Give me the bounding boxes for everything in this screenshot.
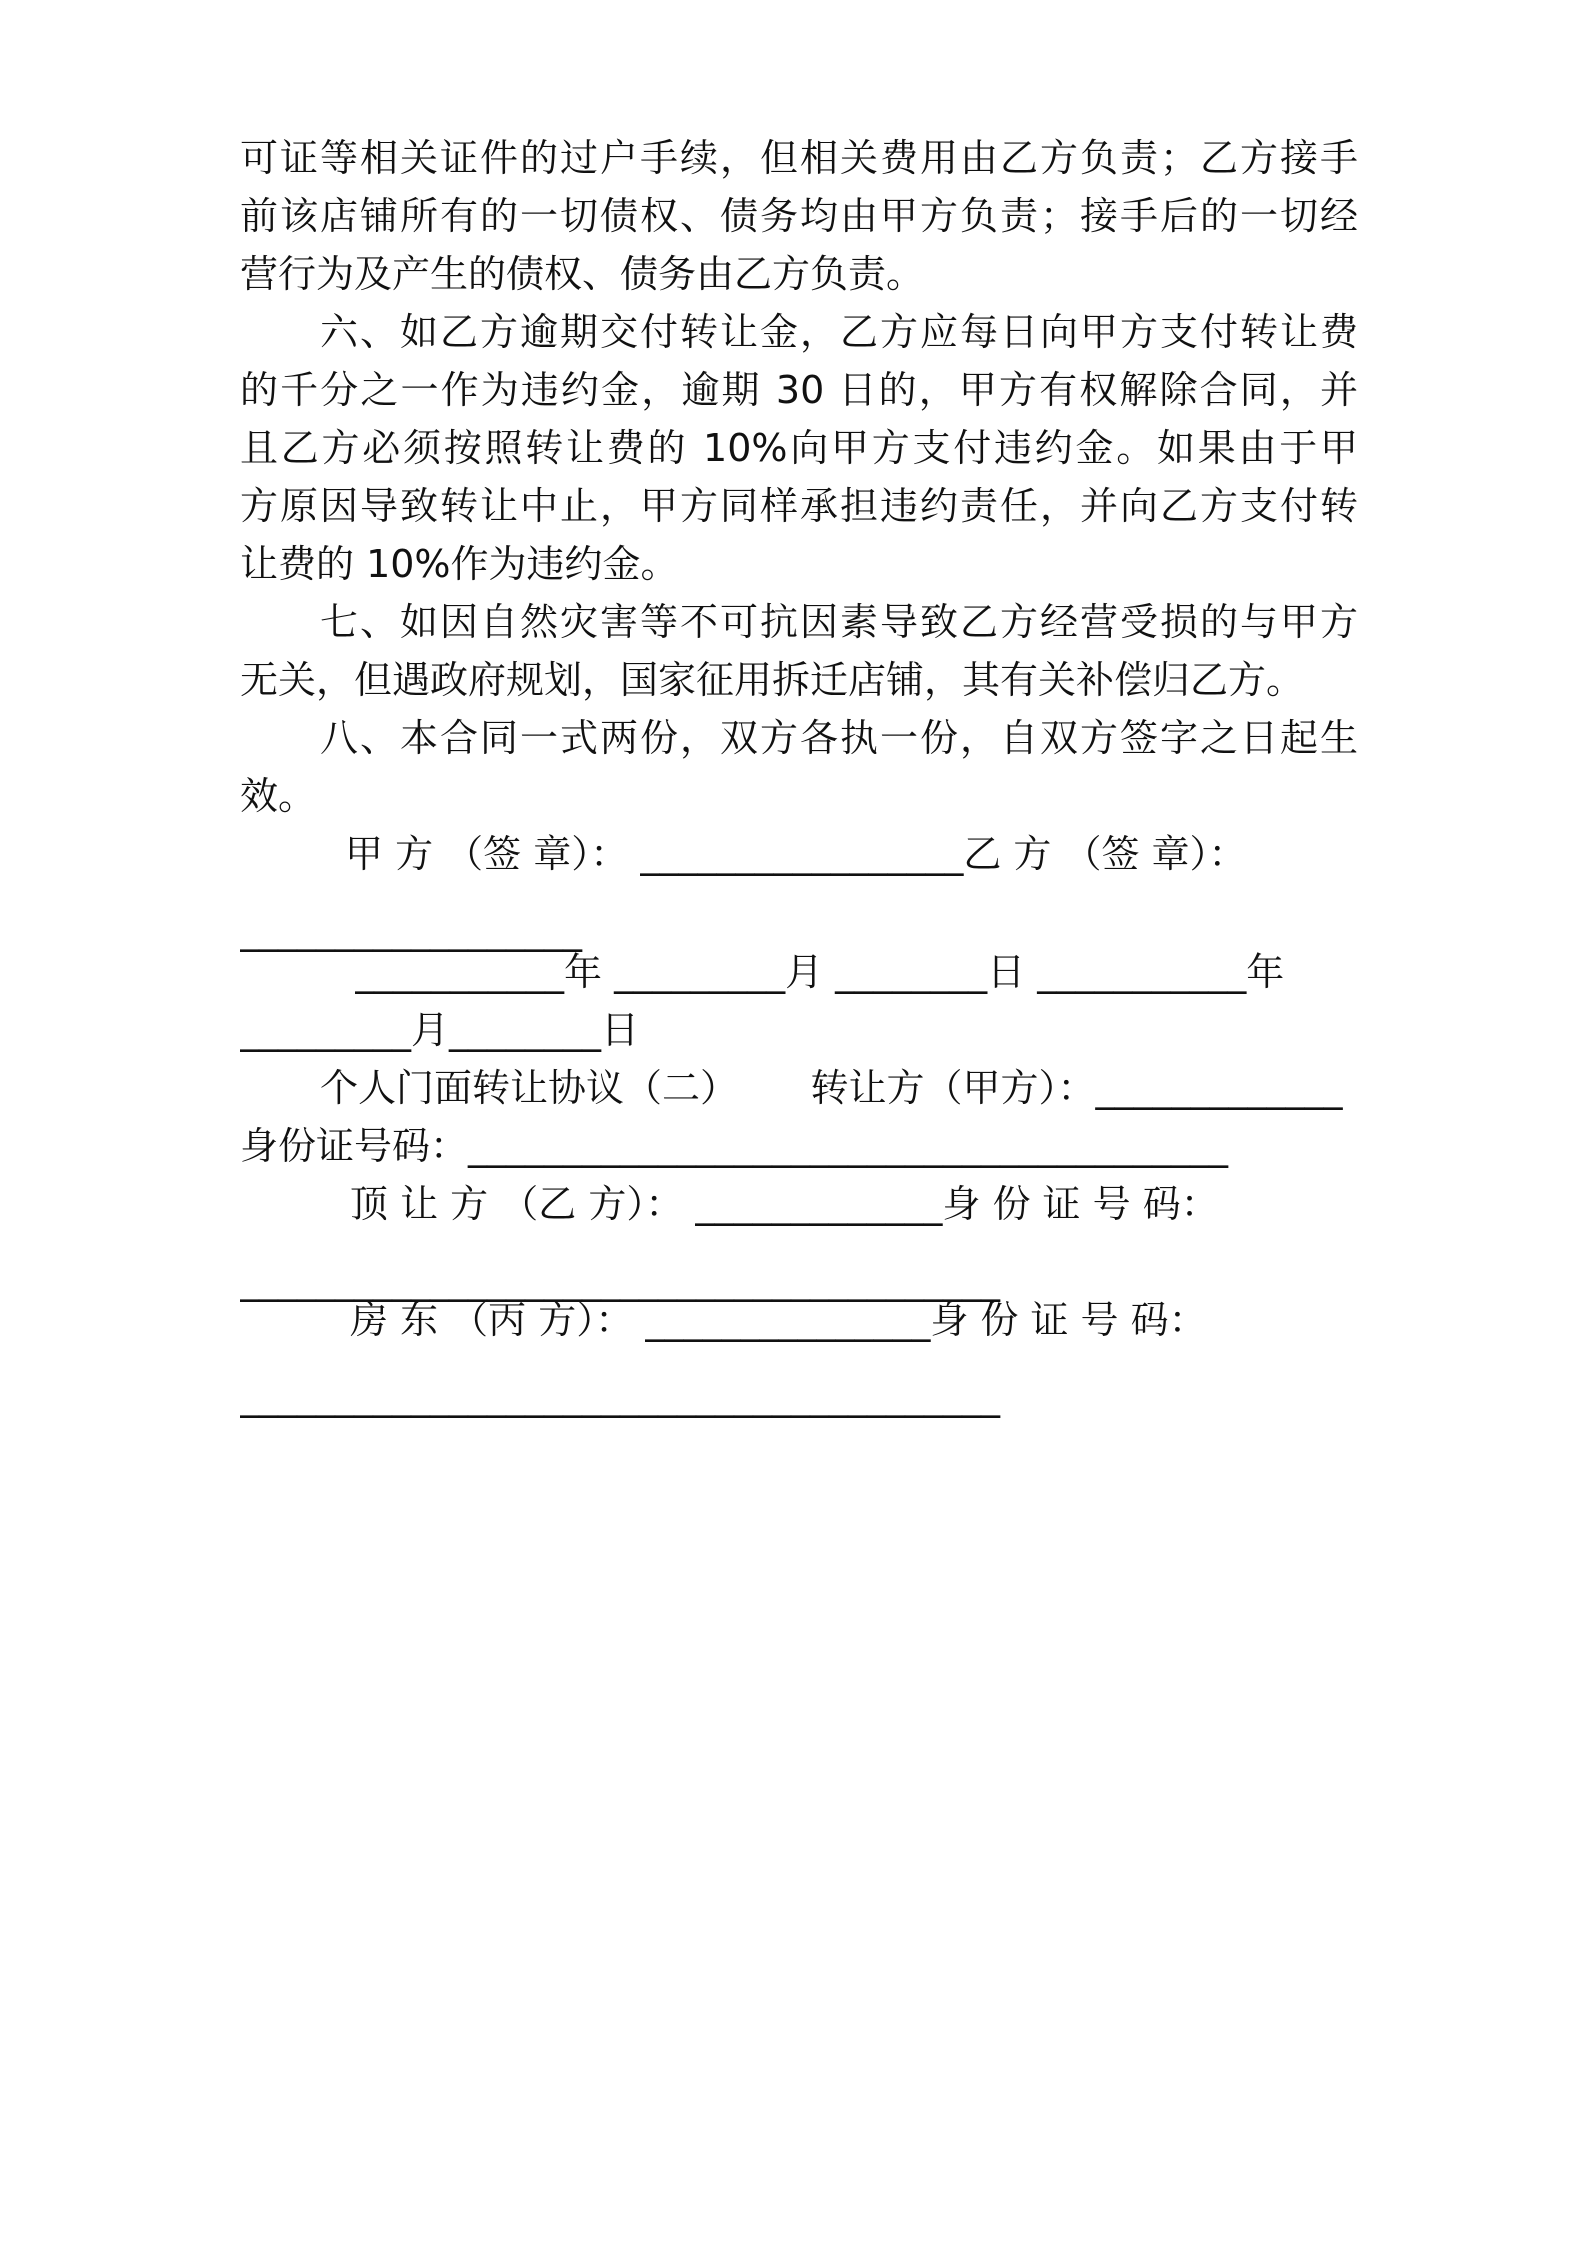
clause-six-line-2: 的千分之一作为违约金，逾期 30 日的，甲方有权解除合同，并 xyxy=(240,368,1358,412)
clause-seven-line-2: 无关，但遇政府规划，国家征用拆迁店铺，其有关补偿归乙方。 xyxy=(240,658,1305,702)
text-line-3: 营行为及产生的债权、债务由乙方负责。 xyxy=(240,252,925,296)
clause-seven-line-1: 七、如因自然灾害等不可抗因素导致乙方经营受损的与甲方 xyxy=(320,600,1358,644)
clause-six-line-1: 六、如乙方逾期交付转让金，乙方应每日向甲方支付转让费 xyxy=(320,310,1358,354)
date-line-1: ___________年 _________月 ________日 ___________年 xyxy=(355,950,1285,994)
transferee-line: 顶 让 方 （乙 方）： _____________身 份 证 号 码： xyxy=(350,1182,1219,1226)
date-line-2: _________月________日 xyxy=(240,1008,640,1052)
agreement-two-heading-line: 个人门面转让协议（二） 转让方（甲方）：_____________ xyxy=(320,1066,1343,1110)
text-line-2: 前该店铺所有的一切债权、债务均由甲方负责；接手后的一切经 xyxy=(240,194,1358,238)
signature-blank-line: __________________ xyxy=(240,908,582,952)
landlord-id-blank-line: ________________________________________ xyxy=(240,1374,1000,1418)
clause-six-line-4: 方原因导致转让中止，甲方同样承担违约责任，并向乙方支付转 xyxy=(240,484,1358,528)
transferor-id-line: 身份证号码：________________________________________ xyxy=(240,1124,1229,1168)
transferee-id-blank-line: ________________________________________ xyxy=(240,1258,1000,1302)
clause-eight-line-2: 效。 xyxy=(240,774,317,818)
clause-six-line-3: 且乙方必须按照转让费的 10%向甲方支付违约金。如果由于甲 xyxy=(240,426,1358,470)
clause-eight-line-1: 八、本合同一式两份，双方各执一份，自双方签字之日起生 xyxy=(320,716,1358,760)
clause-six-line-5: 让费的 10%作为违约金。 xyxy=(240,542,679,586)
landlord-line: 房 东 （丙 方）： _______________身 份 证 号 码： xyxy=(350,1298,1207,1342)
text-line-1: 可证等相关证件的过户手续，但相关费用由乙方负责；乙方接手 xyxy=(240,136,1358,180)
signature-party-a-b-line: 甲 方 （签 章）： _________________乙 方 （签 章）： xyxy=(345,832,1247,876)
